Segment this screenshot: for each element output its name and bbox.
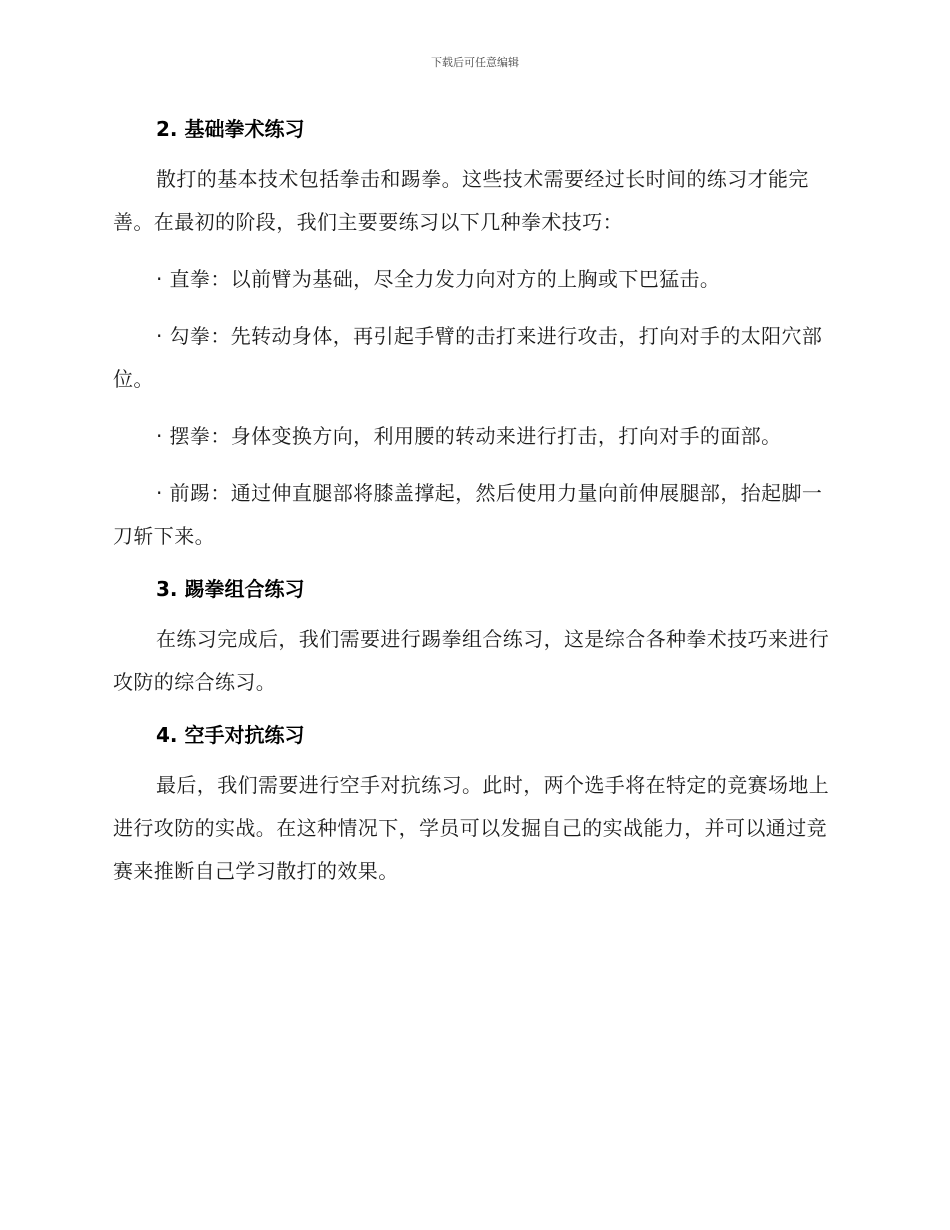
paragraph: 最后，我们需要进行空手对抗练习。此时，两个选手将在特定的竞赛场地上进行攻防的实战。在这种情况下，学员可以发掘自己的实战能力，并可以通过竞赛来推断自己学习散打的效果。 xyxy=(113,773,830,883)
list-item-straight-punch: · 直拳：以前臂为基础，尽全力发力向对方的上胸或下巴猛击。 xyxy=(156,267,721,291)
paragraph: 散打的基本技术包括拳击和踢拳。这些技术需要经过长时间的练习才能完善。在最初的阶段，我们主要要练习以下几种拳术技巧： xyxy=(113,167,809,234)
section-heading: 3. 踢拳组合练习 xyxy=(156,577,305,601)
paragraph: 在练习完成后，我们需要进行踢拳组合练习，这是综合各种拳术技巧来进行攻防的综合练习。 xyxy=(113,627,830,694)
section-heading: 4. 空手对抗练习 xyxy=(156,723,305,747)
list-item-hook-punch: · 勾拳：先转动身体，再引起手臂的击打来进行攻击，打向对手的太阳穴部位。 xyxy=(113,324,823,391)
list-item-swing-punch: · 摆拳：身体变换方向，利用腰的转动来进行打击，打向对手的面部。 xyxy=(156,424,782,448)
section-heading: 2. 基础拳术练习 xyxy=(156,117,305,141)
document-body xyxy=(113,112,833,893)
list-item-front-kick: · 前踢：通过伸直腿部将膝盖撑起，然后使用力量向前伸展腿部，抬起脚一刀斩下来。 xyxy=(113,481,823,548)
header-note: 下载后可任意编辑 xyxy=(431,56,519,69)
